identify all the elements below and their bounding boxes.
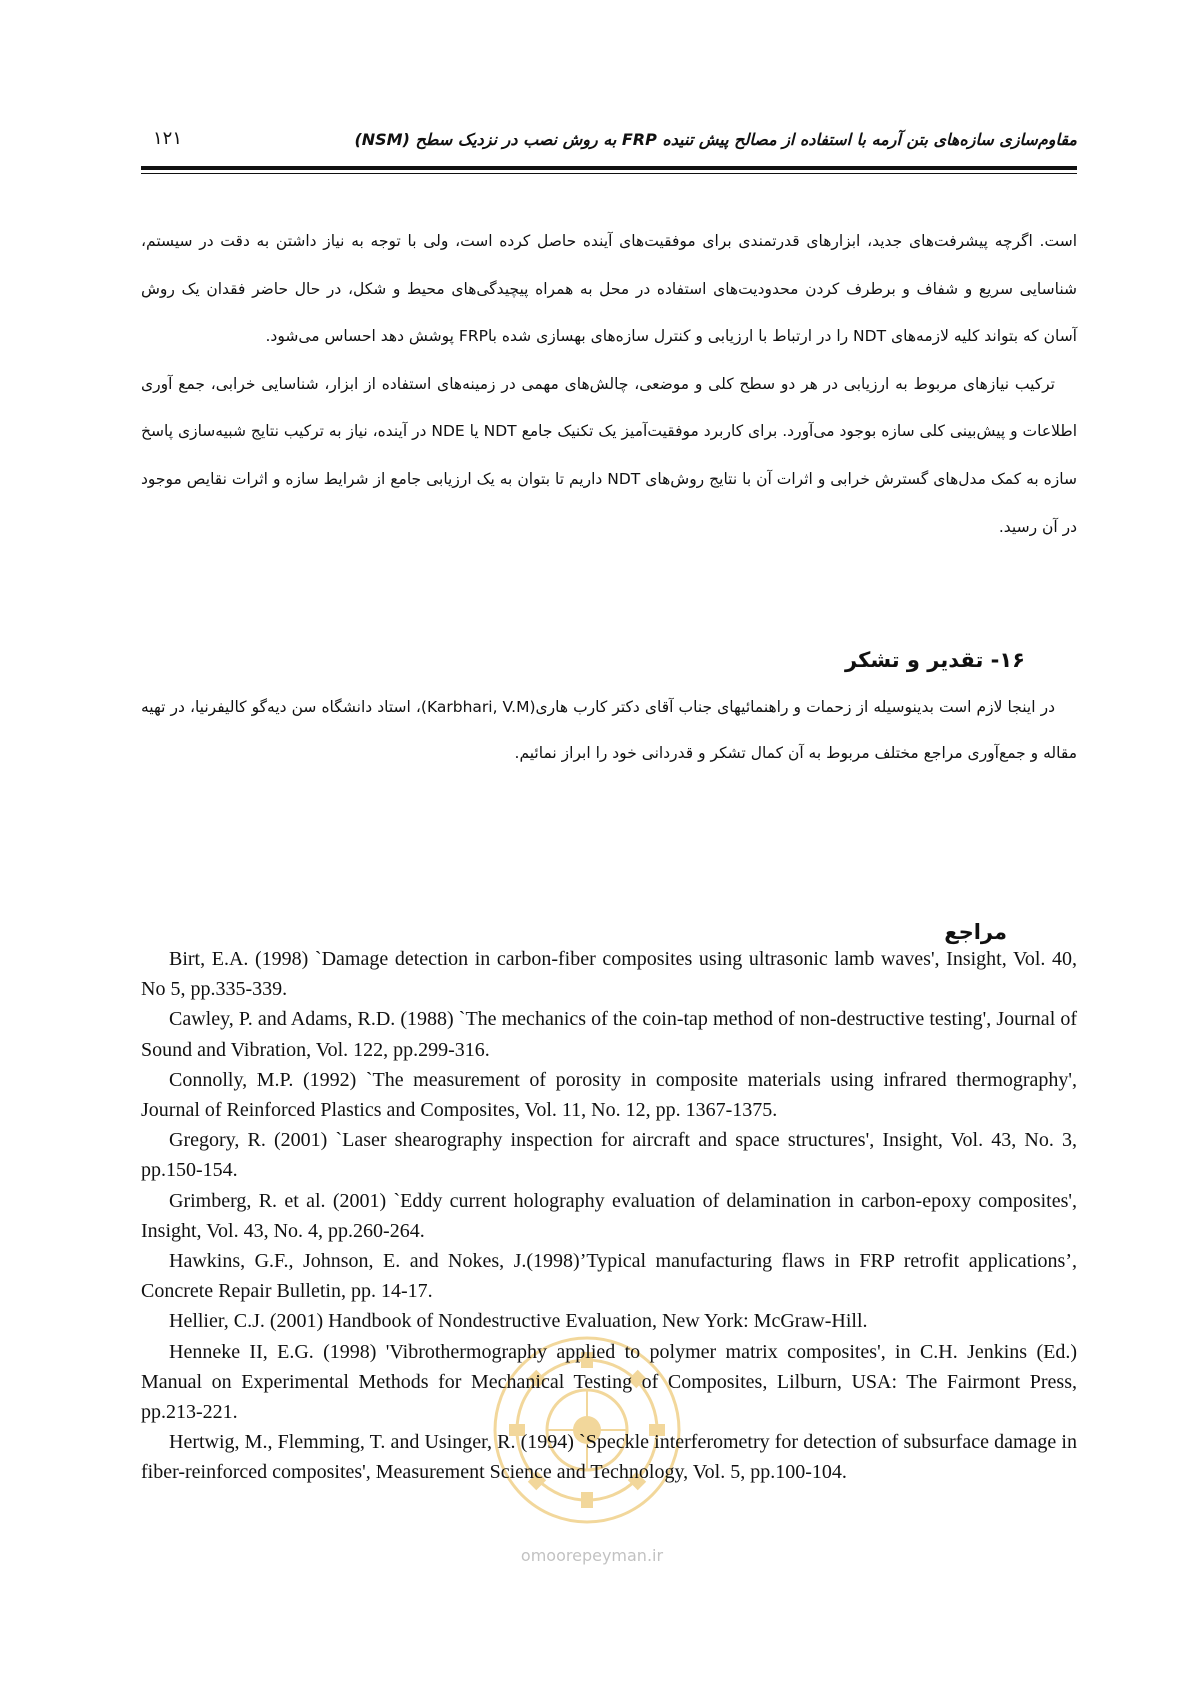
acknowledgement-heading: ۱۶- تقدیر و تشکر	[845, 648, 1025, 672]
reference-item: Henneke II, E.G. (1998) 'Vibrothermography applied to polymer matrix composites', in C.H. Jenkins (Ed.) Manual on Experimental Methods for Mechanical Testing of Composites, Lilburn, USA: The Fairmont Press, pp.213-221.	[141, 1340, 1077, 1424]
reference-item: Birt, E.A. (1998) `Damage detection in carbon-fiber composites using ultrasonic lamb waves', Insight, Vol. 40, No 5, pp.335-339.	[141, 948, 1077, 1001]
header-rule-thin	[141, 173, 1077, 174]
acknowledgement-text: در اینجا لازم است بدینوسیله از زحمات و راهنمائیهای جناب آقای دکتر کارب هاری(Karbhari, V.M)، استاد دانشگاه سن دیه‌گو کالیفرنیا، در تهیه مقاله و جمع‌آوری مراجع مختلف مربوط به آن کمال تشکر و قدردانی خود را ابراز نمائیم.	[141, 698, 1077, 762]
running-title: مقاوم‌سازی سازه‌های بتن آرمه با استفاده از مصالح پیش تنیده FRP به روش نصب در نزدیک سطح (NSM)	[354, 130, 1077, 149]
watermark-text: omoorepeyman.ir	[520, 1546, 664, 1565]
reference-item: Gregory, R. (2001) `Laser shearography inspection for aircraft and space structures', Insight, Vol. 43, No. 3, pp.150-154.	[141, 1129, 1077, 1182]
reference-item: Hellier, C.J. (2001) Handbook of Nondestructive Evaluation, New York: McGraw-Hill.	[169, 1310, 868, 1333]
references-list	[141, 944, 1077, 1488]
page-header	[141, 128, 1077, 162]
body-paragraph-1: است. اگرچه پیشرفت‌های جدید، ابزارهای قدرتمندی برای موفقیت‌های آینده حاصل کرده است، ولی با توجه به نیاز داشتن به دقت در سیستم، شناسایی سریع و شفاف و برطرف کردن محدودیت‌های استفاده در محل به همراه پیچیدگی‌های محیط و شکل، در حال حاضر فقدان یک روش آسان که بتواند کلیه لازمه‌های NDT را در ارتباط با ارزیابی و کنترل سازه‌های بهسازی شده باFRP پوشش دهد احساس می‌شود.	[141, 232, 1077, 346]
body-paragraph-2: ترکیب نیازهای مربوط به ارزیابی در هر دو سطح کلی و موضعی، چالش‌های مهمی در زمینه‌های استفاده از ابزار، شناسایی خرابی، جمع آوری اطلاعات و پیش‌بینی کلی سازه بوجود می‌آورد. برای کاربرد موفقیت‌آمیز یک تکنیک جامع NDT یا NDE در آینده، نیاز به ترکیب نتایج شبیه‌سازی پاسخ سازه به کمک مدل‌های گسترش خرابی و اثرات آن با نتایج روش‌های NDT داریم تا بتوان به یک ارزیابی جامع از شرایط سازه و اثرات نقایص موجود در آن رسید.	[141, 374, 1078, 536]
reference-item: Cawley, P. and Adams, R.D. (1988) `The mechanics of the coin-tap method of non-destructive testing', Journal of Sound and Vibration, Vol. 122, pp.299-316.	[141, 1008, 1077, 1061]
reference-item: Hawkins, G.F., Johnson, E. and Nokes, J.(1998)’Typical manufacturing flaws in FRP retrofit applications’, Concrete Repair Bulletin, pp. 14-17.	[141, 1250, 1077, 1303]
body-text	[141, 218, 1077, 551]
reference-item: Hertwig, M., Flemming, T. and Usinger, R. (1994) `Speckle interferometry for detection of subsurface damage in fiber-reinforced composites', Measurement Science and Technology, Vol. 5, pp.100-104.	[141, 1431, 1077, 1484]
acknowledgement-section	[141, 684, 1077, 776]
references-heading: مراجع	[944, 920, 1007, 944]
page-number: ۱۲۱	[153, 128, 183, 149]
reference-item: Grimberg, R. et al. (2001) `Eddy current holography evaluation of delamination in carbon-epoxy composites', Insight, Vol. 43, No. 4, pp.260-264.	[141, 1189, 1077, 1242]
reference-item: Connolly, M.P. (1992) `The measurement of porosity in composite materials using infrared thermography', Journal of Reinforced Plastics and Composites, Vol. 11, No. 12, pp. 1367-1375.	[141, 1068, 1077, 1122]
header-rule-thick	[141, 166, 1077, 170]
